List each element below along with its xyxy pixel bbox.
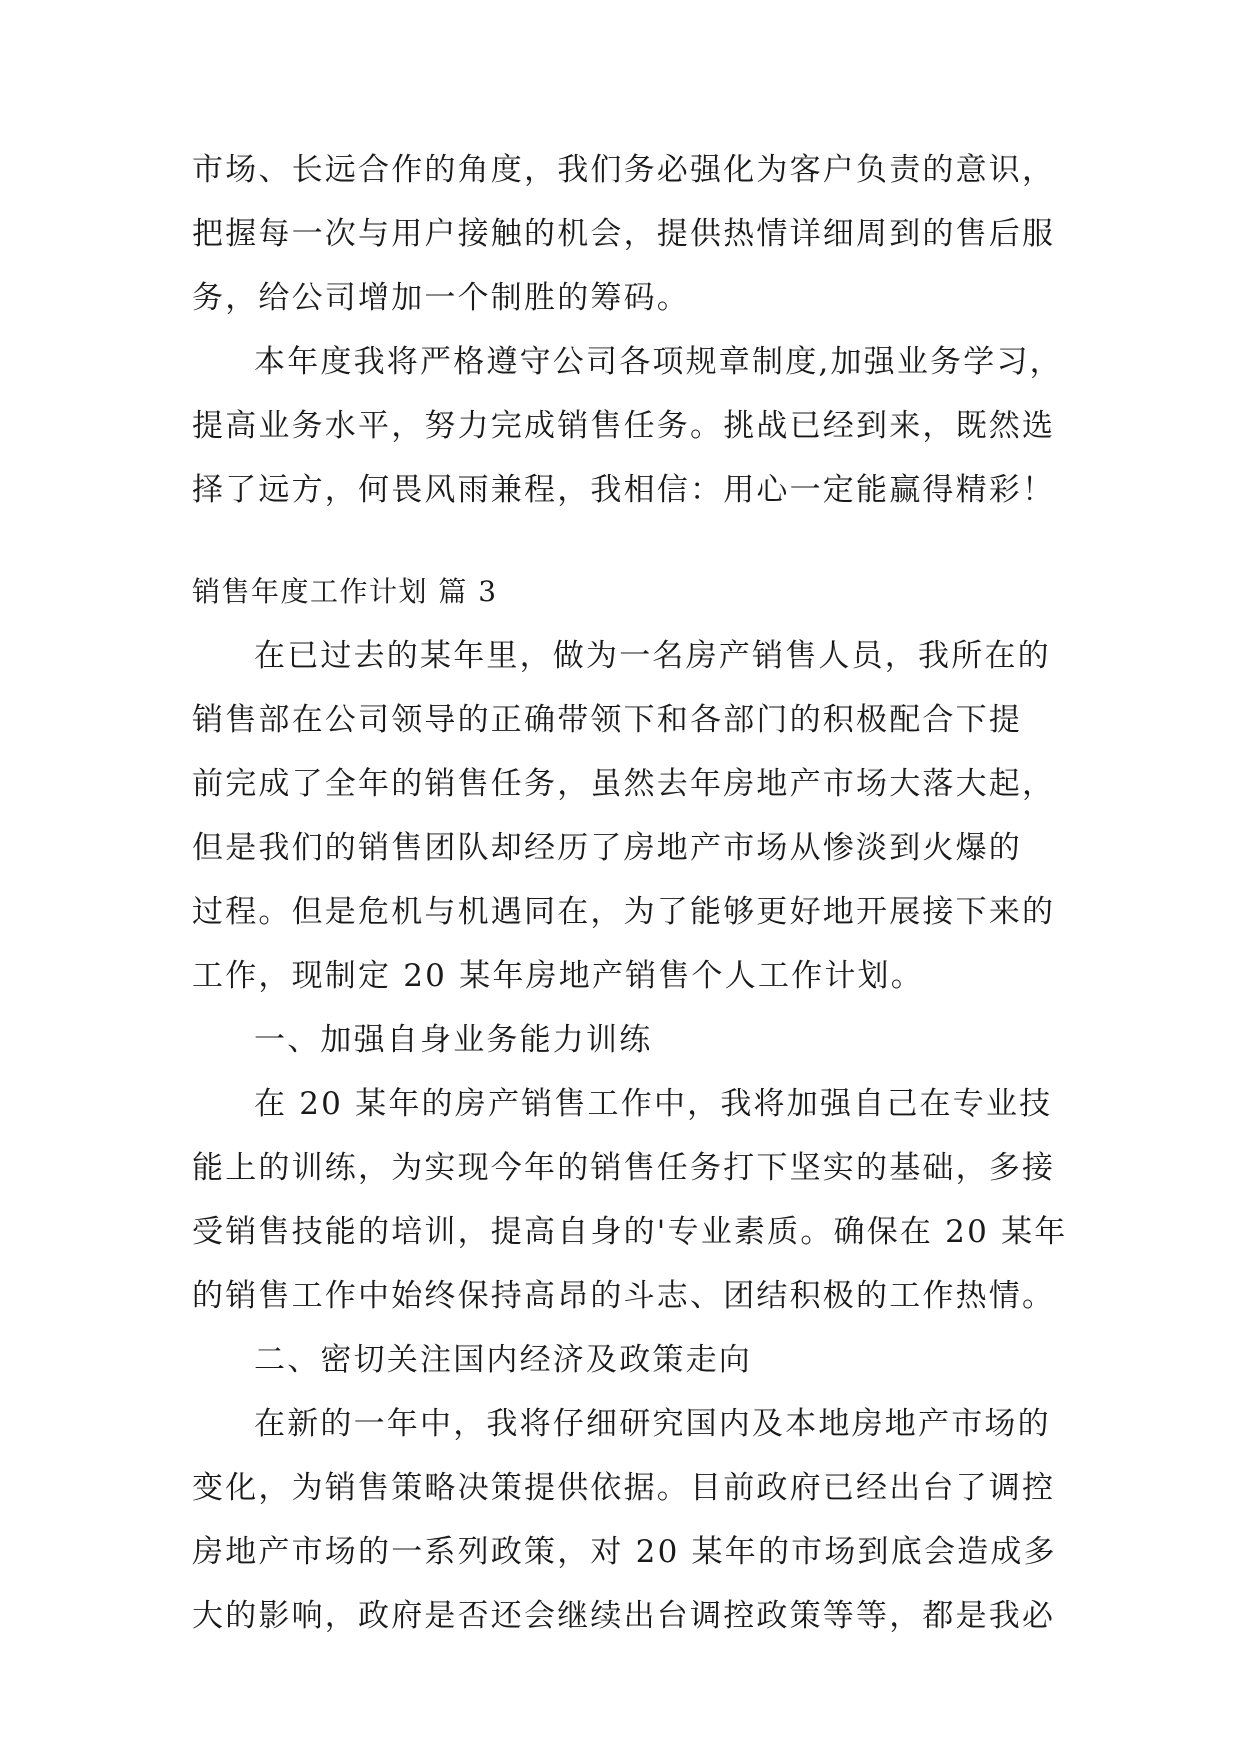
- text-line: 大的影响，政府是否还会继续出台调控政策等等，都是我必: [192, 1598, 1056, 1634]
- text-line: 的销售工作中始终保持高昂的斗志、团结积极的工作热情。: [192, 1278, 1056, 1314]
- text-line: 提高业务水平，努力完成销售任务。挑战已经到来，既然选: [192, 408, 1056, 444]
- text-line: 能上的训练，为实现今年的销售任务打下坚实的基础，多接: [192, 1150, 1056, 1186]
- text-line: 变化，为销售策略决策提供依据。目前政府已经出台了调控: [192, 1470, 1056, 1506]
- paragraph-start-line: 在已过去的某年里，做为一名房产销售人员，我所在的: [254, 638, 1051, 674]
- text-line: 市场、长远合作的角度，我们务必强化为客户负责的意识，: [192, 152, 1056, 188]
- paragraph-start-line: 本年度我将严格遵守公司各项规章制度,加强业务学习，: [254, 344, 1063, 380]
- section-heading: 销售年度工作计划 篇 3: [192, 575, 498, 608]
- text-line: 把握每一次与用户接触的机会，提供热情详细周到的售后服: [192, 216, 1056, 252]
- text-line: 但是我们的销售团队却经历了房地产市场从惨淡到火爆的: [192, 830, 1022, 866]
- text-line: 受销售技能的培训，提高自身的'专业素质。确保在 20 某年: [192, 1214, 1068, 1250]
- text-line: 销售部在公司领导的正确带领下和各部门的积极配合下提: [192, 702, 1022, 738]
- text-line: 工作，现制定 20 某年房地产销售个人工作计划。: [192, 958, 924, 994]
- text-line: 房地产市场的一系列政策，对 20 某年的市场到底会造成多: [192, 1534, 1057, 1570]
- paragraph-start-line: 在 20 某年的房产销售工作中，我将加强自己在专业技: [254, 1086, 1053, 1122]
- subheading: 一、加强自身业务能力训练: [254, 1022, 653, 1058]
- text-line: 过程。但是危机与机遇同在，为了能够更好地开展接下来的: [192, 894, 1056, 930]
- text-line: 前完成了全年的销售任务，虽然去年房地产市场大落大起，: [192, 766, 1056, 802]
- text-line: 择了远方，何畏风雨兼程，我相信：用心一定能赢得精彩！: [192, 472, 1056, 508]
- paragraph-start-line: 在新的一年中，我将仔细研究国内及本地房地产市场的: [254, 1406, 1051, 1442]
- subheading: 二、密切关注国内经济及政策走向: [254, 1342, 752, 1378]
- text-line: 务，给公司增加一个制胜的筹码。: [192, 280, 690, 316]
